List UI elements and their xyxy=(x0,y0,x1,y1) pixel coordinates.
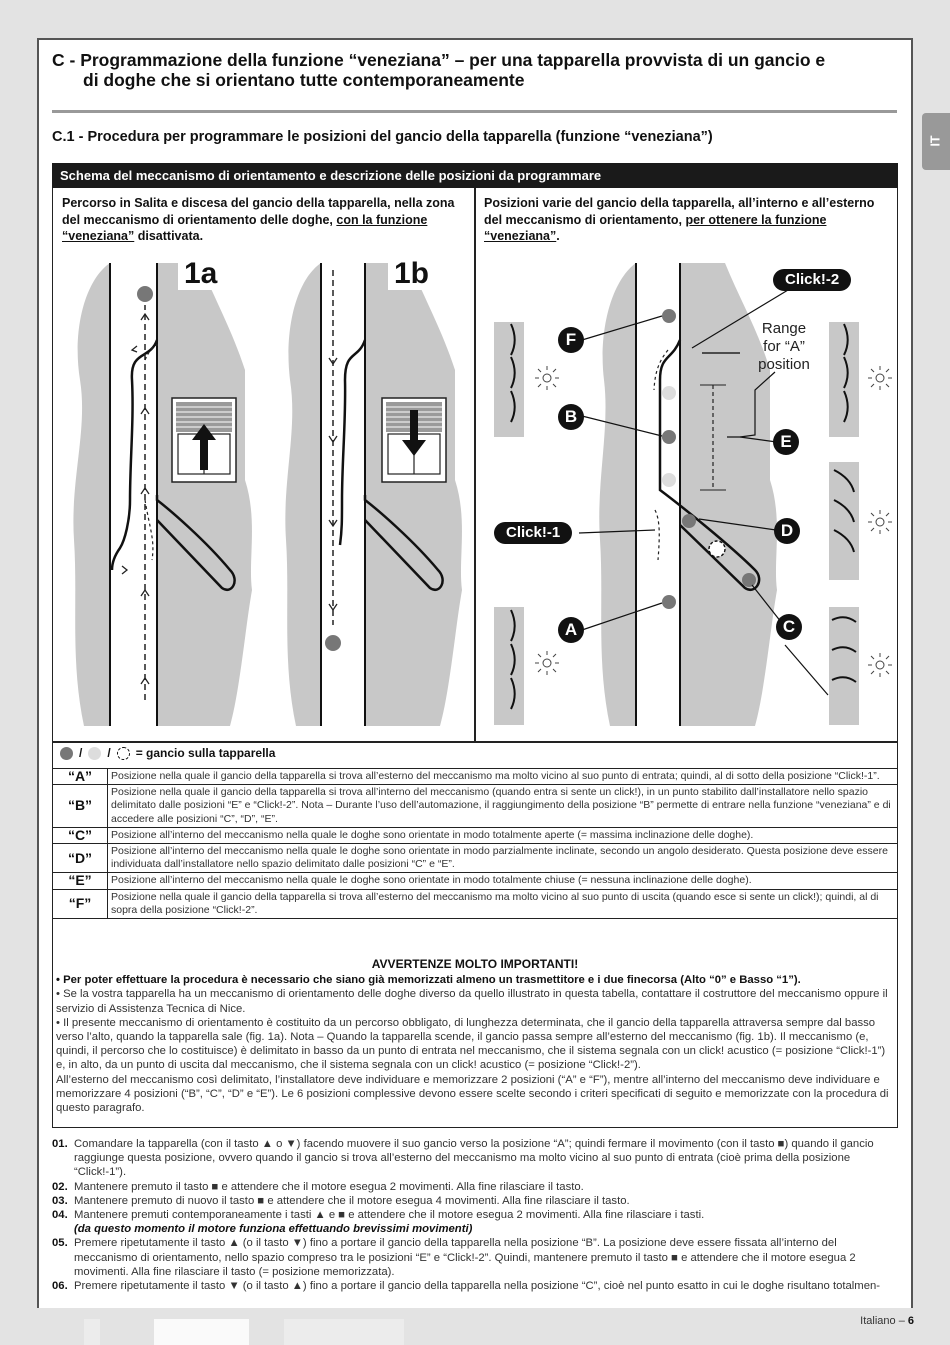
subsection-heading: C.1 - Procedura per programmare le posizioni del gancio della tapparella (funzione “veneziana”) xyxy=(52,129,713,145)
position-key: “A” xyxy=(53,769,108,785)
position-text: Posizione nella quale il gancio della tapparella si trova all’esterno del meccanismo ma molto vicino al suo punto di uscita (quando esce si sente un click!); quindi, al di sopra della posizione “Click!-2”. xyxy=(108,889,898,918)
position-text: Posizione all’interno del meccanismo nella quale le doghe sono orientate in modo totalmente chiuse (= nessuna inclinazione delle doghe). xyxy=(108,873,898,889)
warning-2: • Se la vostra tapparella ha un meccanismo di orientamento delle doghe diverso da quello illustrato in questa tabella, contattare il costruttore del meccanismo oppure il servizio di Assistenza Tecnica di Nice. xyxy=(56,988,888,1015)
position-key: “F” xyxy=(53,889,108,918)
footer-language: Italiano – xyxy=(860,1315,908,1327)
legend-sep-2: / xyxy=(107,746,111,760)
step-text: Premere ripetutamente il tasto ▲ (o il tasto ▼) fino a portare il gancio della tapparella nella posizione “B”. La posizione deve essere fissata all’interno del meccanismo di orientamento, nello spazio compreso tra le posizioni “E” e “Click!-2”. Quindi, mantenere premuto il tasto ■ e attendere che il motore esegua 2 movimenti. Alla fine rilasciare il tasto (= posizione memorizzata). xyxy=(74,1237,856,1278)
badge-F: F xyxy=(558,327,584,353)
warning-4: All’esterno del meccanismo così delimitato, l’installatore deve individuare e memorizzare 2 posizioni (“A” e “F”), mentre all’interno del meccanismo deve individuare e memorizzare 4 posizioni (“B”, “C”, “D” e “E”). Le 6 posizioni complessive devono essere scelte secondo i criteri specificati di seguito e memorizzate con la procedura di questo paragrafo. xyxy=(56,1073,889,1115)
right-title-underlined: per ottenere la funzione “veneziana” xyxy=(484,212,827,243)
warnings-title: AVVERTENZE MOLTO IMPORTANTI! xyxy=(371,957,579,971)
legend-text: = gancio sulla tapparella xyxy=(135,746,276,760)
step-text: Premere ripetutamente il tasto ▼ (o il tasto ▲) fino a portare il gancio della tapparella nella posizione “C”, cioè nel punto esatto in cui le doghe risultano totalmen- xyxy=(74,1280,881,1293)
step-text: Mantenere premuto il tasto ■ e attendere che il motore esegua 2 movimenti. Alla fine rilasciare il tasto. xyxy=(74,1180,584,1193)
position-key: “E” xyxy=(53,873,108,889)
warning-1: • Per poter effettuare la procedura è necessario che siano già memorizzati almeno un trasmettitore e i due finecorsa (Alto “0” e Basso “1”). xyxy=(56,974,801,987)
step-number: 02. xyxy=(52,1180,68,1193)
position-text: Posizione nella quale il gancio della tapparella si trova all’interno del meccanismo (quando entra si sente un click!), in un punto stabilito dall’installatore nello spazio delimitato dalle posizioni “E” e “Click!-2”. Nota – Durante l’uso dell’automazione, il raggiungimento della posizione “B” permette di entrare nella funzione “veneziana” e di accedere alle posizioni “C”, “D”, “E”. xyxy=(108,785,898,828)
heading-line2: di doghe che si orientano tutte contemporaneamente xyxy=(83,70,525,90)
list-item xyxy=(52,1137,898,1180)
warning-3: • Il presente meccanismo di orientamento è costituito da un percorso obbligato, di lunghezza determinata, che il gancio della tapparella attraversa sempre dal basso verso l’alto, quando la tapparella sale (fig. 1a). Nota – Quando la tapparella scende, il gancio passa sempre all’esterno del meccanismo (fig. 1b). Il meccanismo (e, quindi, il percorso che lo costituisce) è delimitato in basso da un punto di entrata nel meccanismo, che il sistema segnala con un click! acustico (= posizione “Click!-1”) e, in alto, da un punto di uscita dal meccanismo, che il sistema segnala con un click! acustico (= posizione “Click!-2”). xyxy=(56,1016,886,1072)
step-number: 01. xyxy=(52,1138,68,1150)
list-item xyxy=(52,1279,898,1293)
list-item xyxy=(52,1236,898,1279)
legend xyxy=(60,746,275,760)
page-number: 6 xyxy=(907,1315,914,1327)
left-title-underlined: con la funzione “veneziana” xyxy=(62,212,428,243)
legend-dark-dot-icon xyxy=(60,747,73,760)
figure-1b-label: 1b xyxy=(388,258,435,290)
position-text: Posizione nella quale il gancio della tapparella si trova all’esterno del meccanismo ma molto vicino al suo punto di entrata; quindi, al di sotto della posizione “Click!-1”. xyxy=(108,769,898,785)
click2-badge: Click!-2 xyxy=(773,269,851,291)
position-key: “C” xyxy=(53,827,108,843)
right-title-end: . xyxy=(556,229,560,243)
bottom-strip xyxy=(84,1319,404,1345)
position-key: “D” xyxy=(53,844,108,873)
click1-badge: Click!-1 xyxy=(494,522,572,544)
list-item xyxy=(52,1208,898,1222)
badge-E: E xyxy=(773,429,799,455)
warnings-block xyxy=(56,957,894,1115)
step-number: 05. xyxy=(52,1237,68,1250)
legend-dashed-dot-icon xyxy=(117,747,130,760)
left-title-text: Percorso in Salita e discesa del gancio della tapparella, nella zona del meccanismo di orientamento delle doghe, xyxy=(62,196,455,227)
badge-B: B xyxy=(558,404,584,430)
step-text: Comandare la tapparella (con il tasto ▲ o ▼) facendo muovere il suo gancio verso la posizione “A”; quindi fermare il movimento (con il tasto ■) quando il gancio raggiunge questa posizione, ovvero quando il gancio si trova all’esterno del meccanismo ma molto vicino al suo punto di entrata (cioè prima della posizione “Click!-1”). xyxy=(74,1138,874,1179)
table-row xyxy=(53,873,898,889)
scheme-header: Schema del meccanismo di orientamento e descrizione delle posizioni da programmare xyxy=(52,163,898,188)
right-title-text: Posizioni varie del gancio della tapparella, all’interno e all’esterno del meccanismo di orientamento, xyxy=(484,196,875,227)
step-number: 03. xyxy=(52,1194,68,1207)
legend-sep-1: / xyxy=(79,746,83,760)
position-key: “B” xyxy=(53,785,108,828)
table-row xyxy=(53,844,898,873)
left-title-end: disattivata. xyxy=(134,229,204,243)
language-tab-label: IT xyxy=(928,135,943,147)
badge-D: D xyxy=(774,518,800,544)
table-row xyxy=(53,889,898,918)
table-row xyxy=(53,827,898,843)
step-number: 04. xyxy=(52,1209,68,1222)
badge-C: C xyxy=(776,614,802,640)
step-number: 06. xyxy=(52,1280,68,1293)
badge-A: A xyxy=(558,617,584,643)
procedure-steps xyxy=(52,1137,898,1293)
figure-1a-label: 1a xyxy=(178,258,223,290)
list-item xyxy=(52,1194,898,1208)
position-text: Posizione all’interno del meccanismo nella quale le doghe sono orientate in modo totalmente aperte (= massima inclinazione delle doghe). xyxy=(108,827,898,843)
step-text: Mantenere premuti contemporaneamente i tasti ▲ e ■ e attendere che il motore esegua 2 movimenti. Alla fine rilasciare i tasti. xyxy=(74,1209,705,1222)
range-label: Range for “A” position xyxy=(758,320,810,373)
table-row xyxy=(53,769,898,785)
heading-line1: C - Programmazione della funzione “veneziana” – per una tapparella provvista di un gancio e xyxy=(52,50,826,70)
list-item xyxy=(52,1180,898,1194)
table-row xyxy=(53,785,898,828)
step-text: Mantenere premuto di nuovo il tasto ■ e attendere che il motore esegua 4 movimenti. Alla fine rilasciare il tasto. xyxy=(74,1194,630,1207)
positions-figure-graphic xyxy=(494,263,892,726)
steps-note: (da questo momento il motore funziona effettuando brevissimi movimenti) xyxy=(74,1223,473,1236)
position-text: Posizione all’interno del meccanismo nella quale le doghe sono orientate in modo parzialmente inclinate, secondo un angolo desiderato. Questa posizione deve essere individuata dall’installatore nello spazio delimitato dalle posizioni “C” e “E”. xyxy=(108,844,898,873)
page-footer xyxy=(860,1315,914,1327)
legend-light-dot-icon xyxy=(88,747,101,760)
positions-table xyxy=(52,768,898,919)
